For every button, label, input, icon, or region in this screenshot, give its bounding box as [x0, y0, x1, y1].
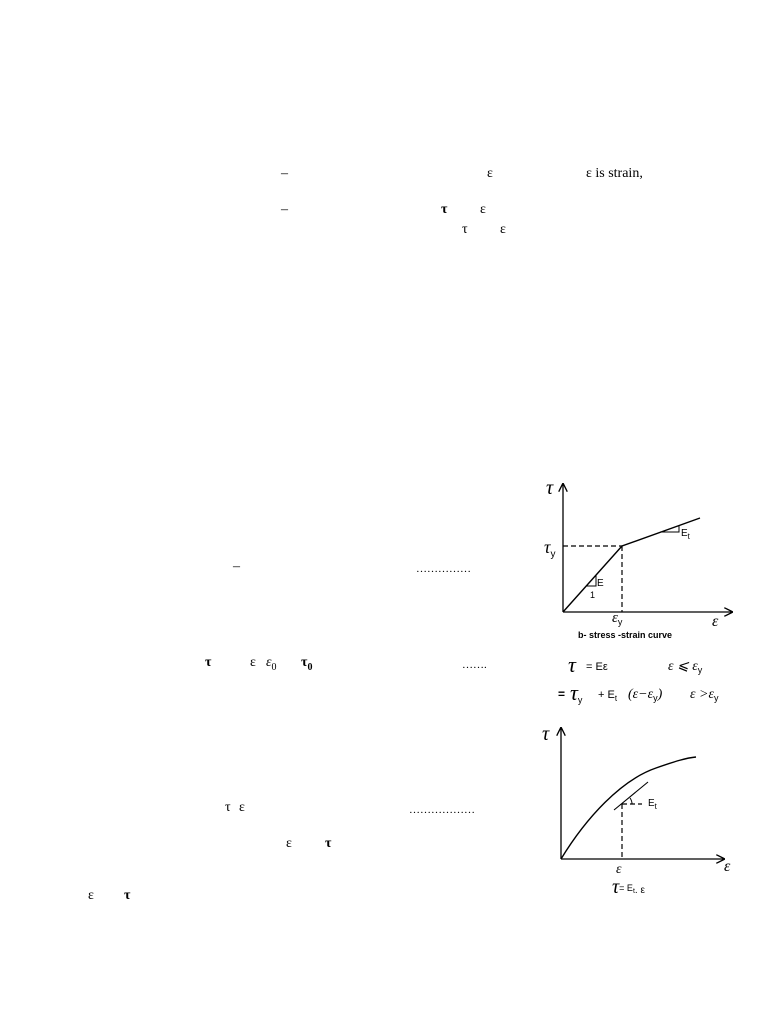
svg-text:τy: τy — [570, 680, 583, 705]
tau-symbol: τ — [441, 202, 448, 217]
point-eps-label: ε — [616, 862, 622, 877]
epsilon-symbol: ε — [286, 836, 292, 851]
figure-caption: b- stress -strain curve — [578, 630, 673, 640]
tau-symbol: τ — [225, 800, 231, 815]
svg-text:ε >εy: $\varepsilon >\varepsilon_y$ — [690, 687, 719, 703]
bilinear-stress-strain-figure — [536, 474, 736, 646]
nonlinear-curve — [561, 757, 696, 859]
svg-text:+ Et: + $E_t$ — [598, 689, 618, 703]
epsilon-symbol: ε — [239, 800, 245, 815]
x-axis-label: ε — [724, 858, 731, 875]
y-axis-label: τ — [542, 723, 550, 745]
svg-text:τ: τ — [568, 652, 576, 677]
dash-symbol: – — [281, 202, 288, 217]
tangent-angle-arc — [630, 798, 632, 804]
nonlinear-stress-strain-figure — [536, 718, 736, 898]
formula-label: τ= Et. ε — [612, 876, 645, 898]
y-axis-label: τ — [546, 477, 554, 499]
equation-line-2 — [558, 680, 719, 705]
epsilon-zero-symbol: $\varepsilon_0$ — [266, 655, 277, 673]
svg-text:=: = — [558, 687, 566, 701]
epsilon-symbol: ε — [88, 888, 94, 903]
svg-text:ε ⩽ εy: ε ⩽ $\varepsilon_y$ — [668, 659, 703, 675]
eps-yield-label: $\varepsilon_y$ — [612, 610, 623, 627]
tau-yield-label: $\tau_y$ — [544, 537, 556, 560]
dash-symbol: – — [233, 559, 240, 574]
tau-symbol: τ — [462, 222, 468, 237]
epsilon-is-strain-text: ε is strain, — [586, 166, 643, 181]
epsilon-symbol: ε — [480, 202, 486, 217]
dot-leader: ……. — [462, 659, 487, 671]
epsilon-symbol: ε — [250, 655, 256, 670]
slope-E-label: E — [597, 578, 604, 589]
svg-text:= Eε: = Eε — [586, 661, 608, 673]
slope-Et-label: $E_t$ — [681, 528, 690, 541]
dot-leader: …………… — [416, 563, 471, 575]
slope-one-label: 1 — [590, 590, 596, 600]
tangent-line — [614, 782, 648, 810]
epsilon-symbol: ε — [500, 222, 506, 237]
equation-line-1 — [568, 652, 703, 677]
dash-symbol: – — [281, 166, 288, 181]
tau-symbol: τ — [205, 655, 212, 670]
slope-Et-label: $E_t$ — [648, 798, 657, 811]
stress-strain-equations — [556, 650, 754, 710]
tau-symbol: τ — [325, 836, 332, 851]
dot-leader: ……………… — [409, 804, 475, 816]
x-axis-label: ε — [712, 613, 719, 630]
svg-text:(ε−εy): $(\varepsilon-\varepsilon_y)$ — [628, 687, 663, 703]
tau-symbol: τ — [124, 888, 131, 903]
tau-zero-symbol: $\tau_0$ — [301, 655, 313, 673]
epsilon-symbol: ε — [487, 166, 493, 181]
